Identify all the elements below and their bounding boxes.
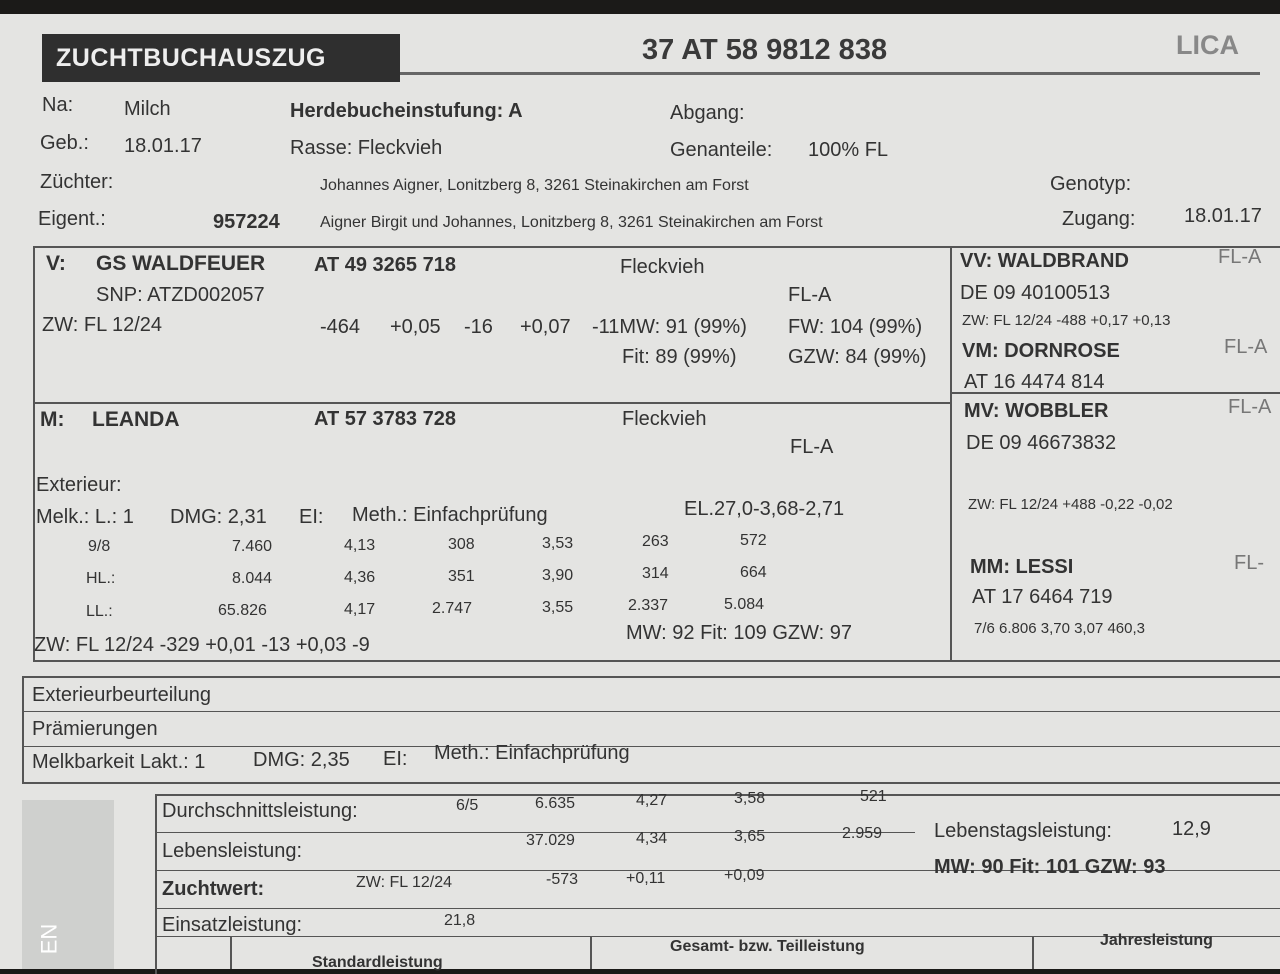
- dam-row-cell: 8.044: [232, 570, 273, 587]
- dam-exterior-label: Exterieur:: [36, 474, 122, 496]
- dam-dmg: DMG: 2,31: [170, 506, 267, 528]
- footer-standard: Standardleistung: [312, 954, 443, 971]
- dam-row-cell: 263: [642, 533, 669, 550]
- lifetime-value: 3,65: [734, 828, 766, 845]
- sire-value-5: -11MW: 91 (99%): [592, 316, 747, 338]
- sire-sire-fl: FL-A: [1218, 246, 1262, 268]
- dam-id: AT 57 3783 728: [314, 408, 456, 430]
- footer-divider: [230, 936, 232, 969]
- sire-fw: FW: 104 (99%): [788, 316, 923, 338]
- dam-sire-name: MV: WOBBLER: [964, 400, 1109, 422]
- dam-row-cell: 2.747: [432, 600, 473, 617]
- sire-sire-name: VV: WALDBRAND: [960, 250, 1129, 272]
- dam-row-cell: 65.826: [218, 602, 267, 619]
- dam-ei: EI:: [299, 506, 324, 528]
- average-value: 3,58: [734, 790, 766, 807]
- lifetime-value: 37.029: [526, 832, 575, 849]
- sire-id: AT 49 3265 718: [314, 254, 456, 276]
- lifeday-label: Lebenstagsleistung:: [934, 820, 1112, 842]
- sire-fit: Fit: 89 (99%): [622, 346, 737, 368]
- exit-label: Abgang:: [670, 102, 745, 124]
- sire-label: V:: [46, 252, 66, 275]
- brand-logo-text: LICA: [1176, 30, 1239, 60]
- side-text: EN: [36, 923, 62, 955]
- footer-total: Gesamt- bzw. Teilleistung: [670, 938, 865, 955]
- lifetime-label: Lebensleistung:: [162, 840, 303, 862]
- sire-zw: ZW: FL 12/24: [42, 314, 163, 336]
- dam-row-cell: 572: [740, 532, 767, 549]
- sire-dam-fl: FL-A: [1224, 336, 1268, 358]
- header-rule: [400, 72, 1260, 75]
- section-rule: [22, 746, 1280, 747]
- dam-zw: ZW: FL 12/24 -329 +0,01 -13 +0,03 -9: [34, 634, 370, 656]
- dam-name: LEANDA: [92, 408, 180, 431]
- dam-row-cell: 3,53: [542, 535, 574, 552]
- milkability-lact: Melkbarkeit Lakt.: 1: [32, 751, 206, 773]
- breeding-value: -573: [546, 871, 579, 888]
- footer-divider: [1032, 936, 1034, 969]
- owner-id: 957224: [213, 211, 280, 233]
- awards: Prämierungen: [32, 718, 158, 740]
- breeder-label: Züchter:: [40, 171, 114, 193]
- dam-row-cell: 4,17: [344, 601, 376, 618]
- animal-name: Milch: [124, 98, 171, 120]
- lifeday-value: 12,9: [1172, 818, 1211, 840]
- sire-snp: SNP: ATZD002057: [96, 284, 265, 306]
- dam-row-cell: 664: [740, 564, 767, 581]
- dam-row-label: HL.:: [86, 570, 116, 587]
- breeder: Johannes Aigner, Lonitzberg 8, 3261 Steinakirchen am Forst: [320, 177, 749, 194]
- document-page: [0, 14, 1280, 969]
- breeding-value: +0,09: [724, 867, 765, 884]
- average-value: 4,27: [636, 792, 668, 809]
- dam-row-cell: 7.460: [232, 538, 273, 555]
- breeding-value-zw: ZW: FL 12/24: [356, 874, 453, 891]
- dam-label: M:: [40, 408, 65, 431]
- average-label: Durchschnittsleistung:: [162, 800, 358, 822]
- entry-label: Zugang:: [1062, 208, 1136, 230]
- dam-row-cell: 351: [448, 568, 475, 585]
- dam-row-cell: 4,36: [344, 569, 376, 586]
- sire-value-1: -464: [320, 316, 361, 338]
- genes-label: Genanteile:: [670, 139, 773, 161]
- dam-method: Meth.: Einfachprüfung: [352, 504, 548, 526]
- dam-row-cell: 2.337: [628, 597, 669, 614]
- dam-row-cell: 3,90: [542, 567, 574, 584]
- genes-value: 100% FL: [808, 139, 889, 161]
- sire-name: GS WALDFEUER: [96, 252, 266, 275]
- dam-sire-id: DE 09 46673832: [966, 432, 1117, 454]
- sire-dam-divider: [33, 402, 952, 404]
- breeding-value-mw: MW: 90 Fit: 101 GZW: 93: [934, 856, 1166, 878]
- footer-divider: [590, 936, 592, 969]
- dam-fl: FL-A: [790, 436, 834, 458]
- lifetime-value: 2.959: [842, 825, 883, 842]
- breeding-value: +0,11: [626, 870, 666, 887]
- dam-dam-fl: FL-: [1234, 552, 1264, 574]
- dam-milk-lact: Melk.: L.: 1: [36, 506, 134, 528]
- owner: Aigner Birgit und Johannes, Lonitzberg 8, 3261 Steinakirchen am Forst: [320, 214, 823, 231]
- exterior-assessment: Exterieurbeurteilung: [32, 684, 211, 706]
- dam-dam-row: 7/6 6.806 3,70 3,07 460,3: [974, 620, 1145, 637]
- sire-dam-id: AT 16 4474 814: [964, 371, 1105, 393]
- sire-gzw: GZW: 84 (99%): [788, 346, 927, 368]
- sire-value-4: +0,07: [520, 316, 571, 338]
- dam-sire-fl: FL-A: [1228, 396, 1272, 418]
- dam-mw: MW: 92 Fit: 109 GZW: 97: [626, 622, 852, 644]
- sire-fl: FL-A: [788, 284, 832, 306]
- sire-dam-name: VM: DORNROSE: [962, 340, 1120, 362]
- dam-dam-id: AT 17 6464 719: [972, 586, 1113, 608]
- dam-row-cell: 4,13: [344, 537, 376, 554]
- milkability-dmg: DMG: 2,35: [253, 749, 350, 771]
- usage-value: 21,8: [444, 912, 476, 929]
- breeding-value-label: Zuchtwert:: [162, 878, 265, 900]
- dam-breed: Fleckvieh: [622, 408, 707, 430]
- genotype-label: Genotyp:: [1050, 173, 1132, 195]
- pedigree-divider-vertical: [950, 246, 952, 662]
- sire-sire-zw: ZW: FL 12/24 -488 +0,17 +0,13: [962, 312, 1171, 329]
- performance-rule: [155, 908, 1280, 909]
- average-value: 6.635: [535, 795, 576, 812]
- dam-row-label: LL.:: [86, 603, 113, 620]
- birth-label: Geb.:: [40, 132, 89, 154]
- dam-row-cell: 314: [642, 565, 669, 582]
- footer-annual: Jahresleistung: [1100, 932, 1213, 949]
- average-value: 521: [860, 788, 887, 805]
- birth-date: 18.01.17: [124, 135, 202, 157]
- lifetime-value: 4,34: [636, 830, 668, 847]
- dam-row-cell: 3,55: [542, 599, 574, 616]
- entry-date: 18.01.17: [1184, 205, 1262, 227]
- dam-sire-zw: ZW: FL 12/24 +488 -0,22 -0,02: [968, 496, 1173, 513]
- dam-el: EL.27,0-3,68-2,71: [684, 498, 845, 520]
- herdbook-grade: Herdebucheinstufung: A: [290, 100, 523, 122]
- breed: Rasse: Fleckvieh: [290, 137, 443, 159]
- dam-dam-name: MM: LESSI: [970, 556, 1074, 578]
- dam-row-cell: 308: [448, 536, 475, 553]
- document-title: ZUCHTBUCHAUSZUG: [42, 34, 400, 82]
- name-label: Na:: [42, 94, 74, 116]
- animal-id: 37 AT 58 9812 838: [642, 34, 888, 66]
- milkability-method: Meth.: Einfachprüfung: [434, 742, 630, 764]
- sire-breed: Fleckvieh: [620, 256, 705, 278]
- sire-value-2: +0,05: [390, 316, 441, 338]
- sire-sire-id: DE 09 40100513: [960, 282, 1111, 304]
- dam-row-cell: 5.084: [724, 596, 765, 613]
- section-rule: [22, 711, 1280, 712]
- owner-label: Eigent.:: [38, 208, 106, 230]
- dam-row-label: 9/8: [88, 538, 111, 555]
- sire-value-3: -16: [464, 316, 493, 338]
- usage-label: Einsatzleistung:: [162, 914, 303, 936]
- milkability-ei: EI:: [383, 748, 408, 770]
- average-value: 6/5: [456, 797, 479, 814]
